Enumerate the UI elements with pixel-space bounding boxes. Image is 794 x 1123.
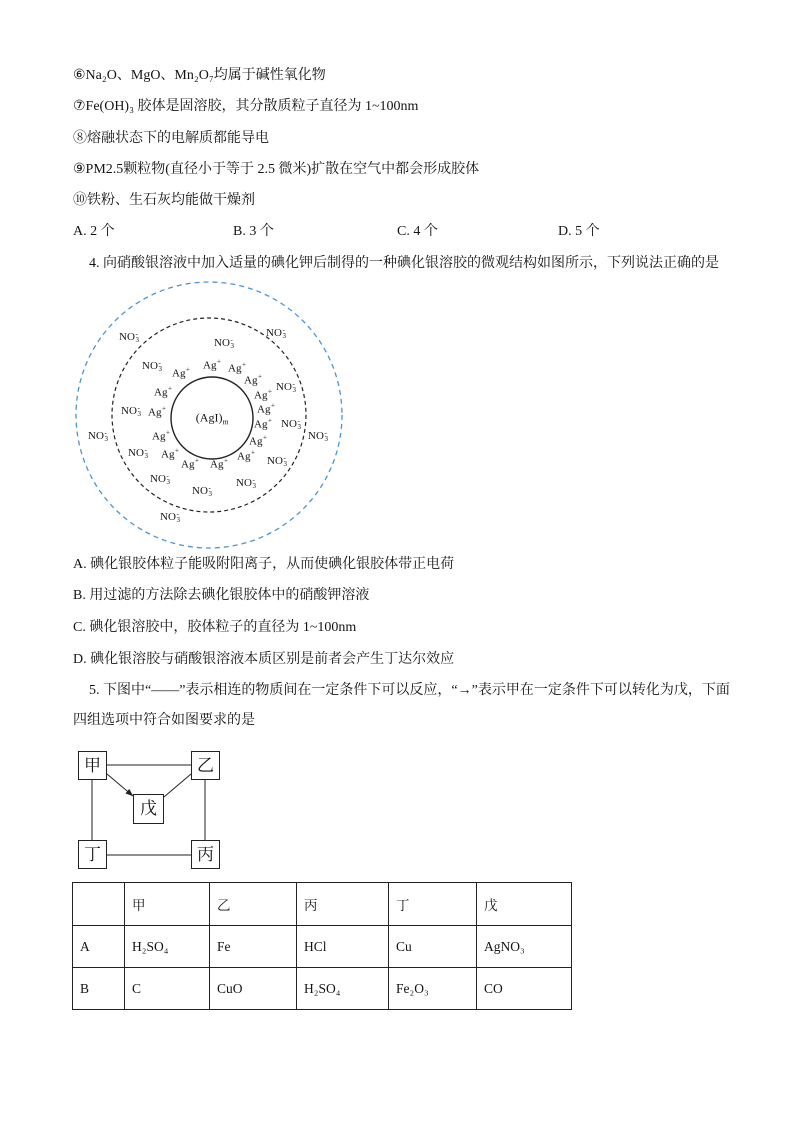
silver-ion-label <box>254 416 272 431</box>
q3-option-c: C. 4 个 <box>397 224 438 239</box>
ion-formula: Ag <box>254 418 268 431</box>
table-cell: Cu <box>389 926 477 968</box>
silver-ion-label <box>154 384 172 399</box>
core-formula: (AgI) <box>195 410 223 425</box>
ion-charge: - <box>282 326 285 334</box>
ion-formula: Ag <box>152 430 166 443</box>
ion-formula: NO <box>214 336 230 349</box>
ion-subscript: 3 <box>324 435 328 443</box>
ion-subscript: 3 <box>230 342 234 350</box>
nitrate-ion-label <box>121 405 141 417</box>
nitrate-ion-label <box>281 418 301 430</box>
ion-charge: - <box>324 429 327 437</box>
ion-formula: Ag <box>237 450 251 463</box>
q4-stem: 4. 向硝酸银溶液中加入适量的碘化钾后制得的一种碘化银溶胶的微观结构如图所示，下列说法正确的是 <box>89 256 719 271</box>
ion-subscript: 3 <box>135 336 139 344</box>
ion-subscript: 3 <box>292 386 296 394</box>
ion-charge: + <box>258 372 262 381</box>
options-table <box>72 882 572 1010</box>
table-header-cell: 戊 <box>477 883 572 926</box>
ion-charge: + <box>186 365 190 374</box>
nitrate-ion-label <box>150 473 170 485</box>
ion-formula: NO <box>128 446 144 459</box>
table-cell: HCl <box>297 926 389 968</box>
node-yi: 乙 <box>191 751 220 780</box>
node-ding: 丁 <box>78 840 107 869</box>
nitrate-ion-label <box>119 331 139 343</box>
arrow-jia-to-wu <box>107 774 133 796</box>
ion-formula: NO <box>192 484 208 497</box>
ion-formula: NO <box>150 472 166 485</box>
ion-formula: NO <box>276 380 292 393</box>
statement-6: ⑥Na₂O、MgO、Mn₂O₇均属于碱性氧化物 <box>73 68 326 83</box>
silver-ion-label <box>203 357 221 372</box>
ion-charge: + <box>195 456 199 465</box>
silver-ion-label <box>161 446 179 461</box>
table-cell: A <box>73 926 125 968</box>
q4-option-c: C. 碘化银溶胶中，胶体粒子的直径为 1~100nm <box>73 620 357 635</box>
nitrate-ion-label <box>308 430 328 442</box>
agi-core-label <box>196 411 228 426</box>
ion-formula: Ag <box>148 406 162 419</box>
ion-subscript: 3 <box>166 478 170 486</box>
ion-charge-stack <box>282 327 286 339</box>
statement-7: ⑦Fe(OH)₃ 胶体是固溶胶，其分散质粒子直径为 1~100nm <box>73 99 419 114</box>
table-cell: Fe <box>210 926 297 968</box>
table-cell: CuO <box>210 968 297 1010</box>
ion-charge: - <box>297 417 300 425</box>
q5-stem-line-1: 5. 下图中“——”表示相连的物质间在一定条件下可以反应，“→”表示甲在一定条件下可以转化为戊，下面 <box>89 683 730 698</box>
statement-9: ⑨PM2.5颗粒物(直径小于等于 2.5 微米)扩散在空气中都会形成胶体 <box>73 162 480 177</box>
ion-subscript: 3 <box>158 365 162 373</box>
silver-ion-label <box>172 365 190 380</box>
ion-charge: + <box>251 448 255 457</box>
ion-formula: NO <box>308 429 324 442</box>
silver-ion-label <box>249 433 267 448</box>
nitrate-ion-label <box>236 477 256 489</box>
table-header-cell: 乙 <box>210 883 297 926</box>
silver-ion-label <box>181 456 199 471</box>
table-cell: H₂SO₄ <box>125 926 210 968</box>
ion-subscript: 3 <box>252 482 256 490</box>
silver-ion-label <box>152 428 170 443</box>
q4-option-b: B. 用过滤的方法除去碘化银胶体中的硝酸钾溶液 <box>73 588 370 603</box>
ion-formula: Ag <box>172 367 186 380</box>
ion-charge: - <box>166 472 169 480</box>
q3-option-d: D. 5 个 <box>558 224 600 239</box>
ion-charge: - <box>230 336 233 344</box>
ion-subscript: 3 <box>282 332 286 340</box>
ion-charge: - <box>104 429 107 437</box>
ion-formula: Ag <box>203 359 217 372</box>
ion-charge: + <box>271 401 275 410</box>
ion-charge: + <box>263 433 267 442</box>
ion-charge: - <box>283 454 286 462</box>
ion-charge-stack <box>144 447 148 459</box>
nitrate-ion-label <box>276 381 296 393</box>
statement-8: ⑧熔融状态下的电解质都能导电 <box>73 131 269 146</box>
ion-charge: - <box>137 404 140 412</box>
q3-option-b: B. 3 个 <box>233 224 274 239</box>
table-cell: C <box>125 968 210 1010</box>
q4-option-a: A. 碘化银胶体粒子能吸附阳离子，从而使碘化银胶体带正电荷 <box>73 557 455 572</box>
table-header-cell: 丁 <box>389 883 477 926</box>
table-cell: B <box>73 968 125 1010</box>
ion-charge-stack <box>135 331 139 343</box>
ion-formula: NO <box>281 417 297 430</box>
ion-charge: - <box>292 380 295 388</box>
ion-formula: Ag <box>257 403 271 416</box>
link-yi-wu <box>164 774 191 797</box>
ion-charge-stack <box>176 511 180 523</box>
ion-formula: NO <box>266 326 282 339</box>
ion-subscript: 3 <box>144 452 148 460</box>
silver-ion-label <box>257 401 275 416</box>
node-wu: 戊 <box>133 794 164 824</box>
nitrate-ion-label <box>160 511 180 523</box>
table-cell: Fe₂O₃ <box>389 968 477 1010</box>
ion-charge: + <box>224 456 228 465</box>
ion-charge: - <box>135 330 138 338</box>
ion-charge: + <box>168 384 172 393</box>
ion-charge-stack <box>297 418 301 430</box>
table-row <box>73 926 572 968</box>
ion-charge-stack <box>292 381 296 393</box>
ion-formula: Ag <box>154 386 168 399</box>
ion-formula: Ag <box>161 448 175 461</box>
ion-charge: + <box>242 360 246 369</box>
ion-formula: Ag <box>228 362 242 375</box>
ion-subscript: 3 <box>208 490 212 498</box>
ion-charge-stack <box>208 485 212 497</box>
ion-charge: + <box>268 416 272 425</box>
ion-charge-stack <box>137 405 141 417</box>
nitrate-ion-label <box>266 327 286 339</box>
core-subscript: m <box>222 417 229 427</box>
table-header-cell: 丙 <box>297 883 389 926</box>
ion-formula: NO <box>121 404 137 417</box>
table-cell: AgNO₃ <box>477 926 572 968</box>
silver-ion-label <box>254 387 272 402</box>
ion-formula: NO <box>267 454 283 467</box>
node-bing: 丙 <box>191 840 220 869</box>
ion-charge-stack <box>324 430 328 442</box>
ion-subscript: 3 <box>176 516 180 524</box>
ion-formula: NO <box>236 476 252 489</box>
ion-subscript: 3 <box>297 423 301 431</box>
node-jia: 甲 <box>78 751 107 780</box>
table-header-cell: 甲 <box>125 883 210 926</box>
ion-formula: Ag <box>210 458 224 471</box>
table-row <box>73 968 572 1010</box>
relation-diagram <box>70 745 230 875</box>
ion-subscript: 3 <box>104 435 108 443</box>
silver-ion-label <box>244 372 262 387</box>
nitrate-ion-label <box>88 430 108 442</box>
ion-charge-stack <box>158 360 162 372</box>
nitrate-ion-label <box>142 360 162 372</box>
table-cell: H₂SO₄ <box>297 968 389 1010</box>
table-header-row <box>73 883 572 926</box>
ion-charge: - <box>144 446 147 454</box>
nitrate-ion-label <box>128 447 148 459</box>
table-header-cell <box>73 883 125 926</box>
ion-formula: NO <box>88 429 104 442</box>
ion-charge: - <box>158 359 161 367</box>
ion-charge-stack <box>283 455 287 467</box>
q5-stem-line-2: 四组选项中符合如图要求的是 <box>73 713 255 728</box>
ion-formula: Ag <box>249 435 263 448</box>
ion-charge: - <box>208 484 211 492</box>
ion-charge: - <box>252 476 255 484</box>
ion-charge: + <box>175 446 179 455</box>
ion-formula: NO <box>142 359 158 372</box>
ion-charge-stack <box>230 337 234 349</box>
ion-charge: + <box>217 357 221 366</box>
ion-charge: + <box>268 387 272 396</box>
q4-option-d: D. 碘化银溶胶与硝酸银溶液本质区别是前者会产生丁达尔效应 <box>73 652 455 667</box>
ion-formula: NO <box>160 510 176 523</box>
nitrate-ion-label <box>214 337 234 349</box>
ion-charge: - <box>176 510 179 518</box>
statement-10: ⑩铁粉、生石灰均能做干燥剂 <box>73 193 255 208</box>
ion-formula: Ag <box>254 389 268 402</box>
silver-ion-label <box>228 360 246 375</box>
ion-charge-stack <box>166 473 170 485</box>
ion-formula: Ag <box>244 374 258 387</box>
silver-ion-label <box>210 456 228 471</box>
nitrate-ion-label <box>267 455 287 467</box>
ion-subscript: 3 <box>137 410 141 418</box>
ion-charge: + <box>166 428 170 437</box>
ion-charge: + <box>162 404 166 413</box>
ion-subscript: 3 <box>283 460 287 468</box>
q3-option-a: A. 2 个 <box>73 224 115 239</box>
silver-ion-label <box>148 404 166 419</box>
ion-charge-stack <box>104 430 108 442</box>
ion-charge-stack <box>252 477 256 489</box>
nitrate-ion-label <box>192 485 212 497</box>
colloid-structure-diagram <box>70 280 350 552</box>
silver-ion-label <box>237 448 255 463</box>
table-cell: CO <box>477 968 572 1010</box>
ion-formula: Ag <box>181 458 195 471</box>
ion-formula: NO <box>119 330 135 343</box>
